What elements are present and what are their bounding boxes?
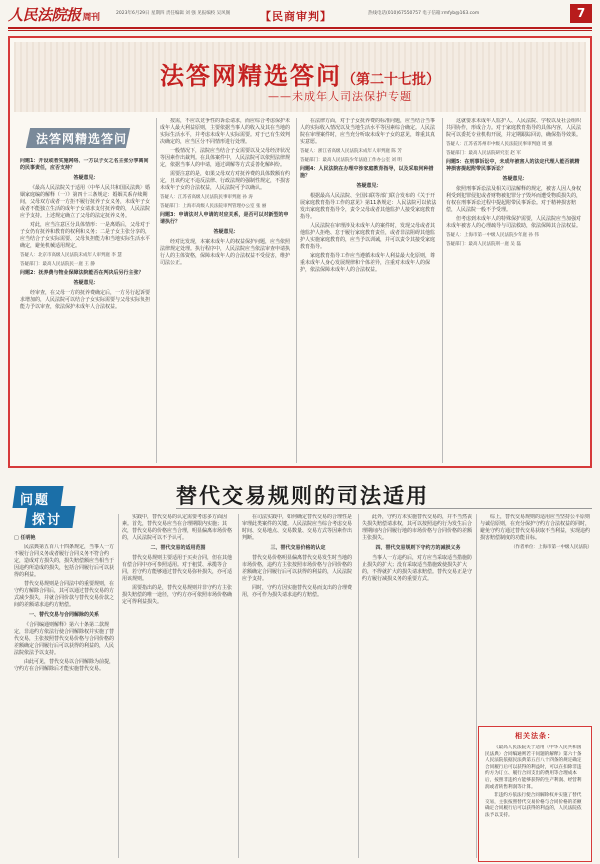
signature-line: 答疑人：浙江省高级人民法院未成年人审判庭 陈 芳: [300, 149, 402, 154]
body-paragraph: 替代交易规则是合同法中的重要规则，在守约方解除合同后，其可以通过替代交易的方式减少损失，并就合同价款与替代交易价款之间的差额请求违约方赔偿。: [14, 581, 114, 608]
header-rule-thin: [8, 30, 592, 31]
body-paragraph: 在法律方面，对于子女抚养费的标准问题，应当结合当事人的实际收入情况以及当地生活水平等因素综合确定。人民法院在审理案件时，应当充分听取未成年子女的意见，尊重其真实意愿。: [300, 118, 436, 145]
feature-column-2: [160, 118, 292, 463]
date-line: 2023年6月29日 星期四 责任编辑 刘 强 见报编校 吴风阁: [116, 11, 231, 16]
body-paragraph: 根据最高人民法院、全国妇联等部门联合发布的《关于开展家庭教育指导工作的意见》第11条规定：人民法院可以依法发出家庭教育指导令，责令父母或者其他监护人接受家庭教育指导。: [300, 193, 437, 220]
feature-logo: [28, 122, 128, 154]
answer-label: 答疑意见：: [73, 175, 99, 181]
signature-line: 答疑人：北京市高级人民法院未成年人审判庭 李 慧: [20, 253, 122, 258]
section-heading: 二、替代交易的适用范围: [150, 545, 206, 551]
related-laws-body: [485, 745, 585, 857]
feature-title-batch: （第二十七批）: [342, 72, 440, 88]
section-badge: 【民商审判】: [260, 10, 332, 23]
body-paragraph: 民法典第五百八十四条规定，当事人一方不履行合同义务或者履行合同义务不符合约定，造成对方损失的，损失赔偿额应当相当于因违约所造成的损失，包括合同履行后可以获得的利益。: [14, 544, 114, 578]
question-heading: 问题3：申请法对人申请的对应关系，是否可以对新型的申请执行？: [160, 212, 289, 225]
column-divider: [118, 514, 119, 858]
feature-banner: [14, 42, 586, 112]
article-column-2: [122, 514, 234, 858]
title-rule: [176, 508, 592, 509]
masthead-title: 人民法院报: [8, 6, 81, 24]
body-paragraph: 需要指出的是，替代交易规则并非守约方主张损失赔偿的唯一途径，守约方亦可依照市场价格确定可得利益损失。: [122, 585, 233, 605]
masthead-sub: 周刊: [82, 13, 100, 23]
contact-line: 热线电话(010)67550757 电子信箱:rmfyb@163.com: [368, 11, 480, 16]
body-paragraph: 按需，不应以竞争性的诉讼请求，而应综合考虑保护未成年人最大利益原则，主要依据当事人的收入及其在当地的实际生活水平，并考虑未成年人实际需要。对于已有生效判决确定的，应当区分不同情形进行处理。: [160, 118, 291, 145]
signature-line: 答疑部门：上海市高级人民法院审判管理办公室 张 丽: [160, 204, 267, 209]
feature-logo-text: 法答网精选答问: [36, 132, 128, 146]
body-paragraph: 替代交易价格明显偏离替代交易发生时当地的市场价格，违约方主张按照市场价格与合同价格的差额确定合同履行后可以获得的利益的，人民法院应予支持。: [242, 555, 353, 582]
feature-subtitle: ——未成年人司法保护专题: [268, 90, 412, 103]
body-paragraph: 经对比发现，本案未成年人的权益保护问题，应当依照法律规定处理。执行程序中，人民法院应当依法审查申请执行人的主体资格，保障未成年人的合法权益不受侵害，维护司法公正。: [160, 239, 291, 266]
signature-line: 答疑人：江苏省苏州市中级人民法院民事审判庭 周 强: [446, 142, 553, 147]
section-heading: 三、替代交易价格的认定: [270, 545, 326, 551]
body-paragraph: 《最高人民法院关于适用〈中华人民共和国民法典〉婚姻家庭编的解释（一）》第四十三条规定：婚姻关系存续期间，父母双方或者一方拒不履行抚养子女义务，未成年子女或者不能独立生活的成年子女请求支付抚养费的，人民法院应予支持。上述规定确立了父母的法定抚养义务。: [20, 185, 151, 219]
signature-line: 答疑人：上海市第一中级人民法院少年庭 孙 伟: [446, 233, 539, 238]
feature-title-main: 法答网精选答问: [160, 61, 342, 90]
question-heading: 问题4：人民法院在办理中涉家庭教育指导，以及采取何种措施？: [300, 166, 434, 179]
body-paragraph: 一般情况下，法院应当结合子女需要以及父母经济状况等因素作出裁判。在具体案件中，人民法院可以依照法律规定，依据当事人的申请，通过调解等方式妥善化解纠纷。: [160, 148, 291, 168]
signature-line: （作者单位：上海市第一中级人民法院）: [511, 545, 592, 550]
body-paragraph: 《合同编通则解释》第六十条第二款规定，非违约方依法行使合同解除权并实施了替代交易，主张按照替代交易价格与合同价格的差额确定合同履行后可以获得的利益的，人民法院依法予以支持。: [14, 622, 114, 656]
byline: □ 任明艳: [14, 535, 36, 541]
signature-line: 答疑部门：最高人民法院刑一庭 吴 磊: [446, 242, 521, 247]
body-paragraph: 人民法院在审理涉及未成年人的案件时，发现父母或者其他监护人拒绝、怠于履行家庭教育责任，或者非法阻碍其他监护人实施家庭教育的，应当予以训诫，并可以责令其接受家庭教育指导。: [300, 223, 436, 250]
related-laws-title: 相关法条：: [515, 732, 555, 740]
body-paragraph: 综上，替代交易规则的适用应当坚持公平原则与诚信原则，在充分保护守约方合法权益的同时，避免守约方通过替代交易获取不当利益，实现违约损害赔偿制度的功能目标。: [480, 514, 591, 541]
column-tag-1: 问题: [20, 493, 51, 508]
body-paragraph: 替代交易规则主要适用于买卖合同，但在其他有偿合同中亦可参照适用。对于租赁、承揽等合同，若守约方能够通过替代交易弥补损失，亦可适用该规则。: [122, 555, 233, 582]
body-paragraph: 对此，应当注意区分具体情形：一是离婚后，父母对于子女仍有抚养和教育的权利和义务；二是子女主张分享的，应当结合子女实际需要、父母负担能力和当地实际生活水平确定，避免机械适用规定。: [20, 222, 151, 249]
article-column-4: [362, 514, 474, 858]
feature-box: [8, 36, 592, 468]
body-paragraph: 由此可见，替代交易以合同解除为前提，守约方在合同解除后才能实施替代交易。: [14, 659, 114, 672]
signature-line: 答疑部门：最高人民法院研究室 赵 军: [446, 151, 521, 156]
page-number: 7: [570, 4, 592, 23]
answer-label: 答疑意见：: [502, 176, 528, 182]
signature-line: 答疑部门：最高人民法院少年法庭工作办公室 刘 明: [300, 158, 402, 163]
body-paragraph: 实践中，替代交易的认定需要考虑多方面因素。首先，替代交易应当在合理期限内实施；其次，替代交易的价格应当合理，明显偏离市场价格的，人民法院可以不予认可。: [122, 514, 233, 541]
section-heading: 四、替代交易规则下守约方的减损义务: [375, 545, 461, 551]
masthead: [8, 4, 100, 25]
answer-label: 答疑意见：: [356, 183, 382, 189]
column-divider: [296, 118, 297, 463]
feature-column-3: [300, 118, 438, 463]
question-heading: 问题1：开设或者实施网络、一方以子女之名主张分享离间的民事责任，应否支持？: [20, 158, 149, 171]
column-divider: [358, 514, 359, 858]
signature-line: 答疑人：江苏省高级人民法院民事审判庭 孙 涛: [160, 195, 253, 200]
column-divider: [156, 118, 157, 463]
page-header: [8, 4, 592, 24]
related-law-paragraph: 非违约方依法行使合同解除权并实施了替代交易，主张按照替代交易价格与合同价格的差额确定合同履行后可以获得的利益的，人民法院依法予以支持。: [485, 793, 582, 818]
signature-line: 答疑部门：最高人民法院民一庭 王 静: [20, 262, 95, 267]
feature-title: [14, 56, 586, 91]
column-tag: [14, 486, 74, 526]
body-paragraph: 同时，守约方因实施替代交易而支出的合理费用，亦可作为损失请求违约方赔偿。: [242, 585, 353, 598]
question-heading: 问题2：抚养费与物业保障法院能否在判决后另行主张？: [20, 270, 144, 276]
section-heading: 一、替代交易与合同解除的关系: [28, 612, 99, 618]
column-tag-2: 探讨: [32, 513, 63, 528]
question-heading: 问题5：在刑事诉讼中，未成年被害人的法定代理人能否就精神损害提起附带民事诉讼？: [446, 159, 580, 172]
header-rule: [8, 27, 592, 29]
body-paragraph: 在司法实践中，如何确定替代交易的合理性是审理此类案件的关键。人民法院应当综合考虑交易时间、交易地点、交易数量、交易方式等因素作出判断。: [242, 514, 353, 541]
related-law-paragraph: 《最高人民法院关于适用〈中华人民共和国民法典〉合同编通则若干问题的解释》第六十条 人民法院依据民法典第五百八十四条的规定确定合同履行后可以获得的利益时，可以在扣除非违约方为订立、履行合同支出的费用等合理成本后，按照非违约方能够获得的生产利润、经营利润或者转售利润等计算。: [485, 745, 582, 790]
article-column-1: [14, 544, 114, 858]
body-paragraph: 但考虑到未成年人的特殊保护需要，人民法院应当加强对未成年被害人的心理疏导与司法救助，依法保障其合法权益。: [446, 216, 582, 229]
body-paragraph: 家庭教育指导工作应当遵循未成年人利益最大化原则，尊重未成年人身心发展规律和个体差异，注重对未成年人的保护，依法保障未成年人的合法权益。: [300, 253, 436, 273]
body-paragraph: 当事人一方违约后，对方应当采取适当措施防止损失的扩大；没有采取适当措施致使损失扩大的，不得就扩大的损失请求赔偿。替代交易正是守约方履行减损义务的重要方式。: [362, 555, 473, 582]
body-paragraph: 此外，守约方未实施替代交易的，并不当然丧失损失赔偿请求权，其可以按照违约行为发生后合理期间内合同履行地的市场价格与合同价格的差额主张损失。: [362, 514, 473, 541]
column-divider: [238, 514, 239, 858]
feature-column-4: [446, 118, 584, 463]
feature-column-1: [20, 158, 152, 463]
answer-label: 答疑意见：: [213, 229, 239, 235]
article-title: 替代交易规则的司法适用: [176, 483, 429, 508]
related-laws-box: [478, 726, 592, 862]
body-paragraph: 经审查，在父母一方的抚养费确定后，一方另行起诉要求增加的，人民法院可以结合子女实际需要与父母实际负担能力予以审查，依法保护未成年人合法权益。: [20, 290, 151, 310]
body-paragraph: 需要注意的是，如果父母双方对抚养费的具体数额有约定，且该约定不违反法律、行政法规的强制性规定，不损害未成年子女的合法权益，人民法院可予以确认。: [160, 171, 291, 191]
article-column-3: [242, 514, 354, 858]
body-paragraph: 依照刑事诉讼法及相关司法解释的规定，被害人因人身权利受到犯罪侵犯或者财物被犯罪分子毁坏而遭受物质损失的，有权在刑事诉讼过程中提起附带民事诉讼。对于精神损害赔偿，人民法院一般不予受理。: [446, 186, 582, 213]
column-divider: [442, 118, 443, 463]
answer-label: 答疑意见：: [73, 280, 99, 286]
article-column-5: [480, 514, 592, 720]
body-paragraph: 这就要求未成年人监护人、人民法院、学校以及社会组织共同协作，形成合力。对于家庭教育指导的具体内容，人民法院可以委托专业机构开展，并定期跟踪回访，确保指导效果。: [446, 118, 582, 138]
column-divider: [476, 514, 477, 858]
